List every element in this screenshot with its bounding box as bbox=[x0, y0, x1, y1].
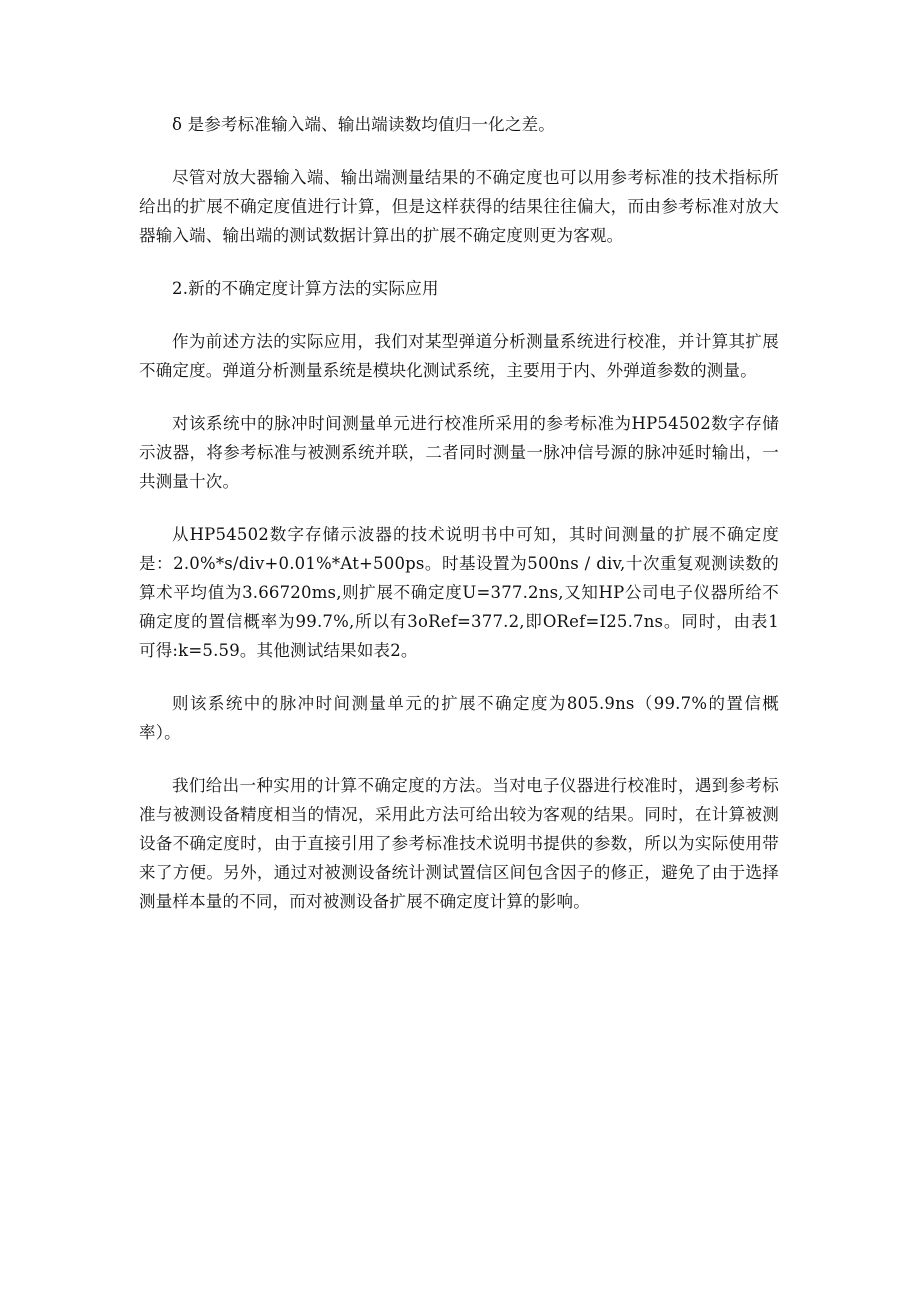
paragraph-result: 则该系统中的脉冲时间测量单元的扩展不确定度为805.9ns（99.7%的置信概率）。 bbox=[139, 694, 779, 742]
paragraph-conclusion: 我们给出一种实用的计算不确定度的方法。当对电子仪器进行校准时，遇到参考标准与被测设备精度相当的情况，采用此方法可给出较为客观的结果。同时，在计算被测设备不确定度时，由于直接引用了参考标准技术说明书提供的参数，所以为实际使用带来了方便。另外，通过对被测设备统计测试置信区间包含因子的修正，避免了由于选择测量样本量的不同，而对被测设备扩展不确定度计算的影响。 bbox=[139, 776, 779, 911]
document-body bbox=[139, 110, 779, 940]
section-heading-application: 2.新的不确定度计算方法的实际应用 bbox=[172, 279, 439, 298]
paragraph-reference-standard: 对该系统中的脉冲时间测量单元进行校准所采用的参考标准为HP54502数字存储示波器，将参考标准与被测系统并联，二者同时测量一脉冲信号源的脉冲延时输出，一共测量十次。 bbox=[139, 414, 779, 491]
paragraph-delta-definition: δ 是参考标准输入端、输出端读数均值归一化之差。 bbox=[172, 115, 555, 134]
paragraph-application-intro: 作为前述方法的实际应用，我们对某型弹道分析测量系统进行校准，并计算其扩展不确定度。弹道分析测量系统是模块化测试系统，主要用于内、外弹道参数的测量。 bbox=[139, 332, 779, 380]
paragraph-uncertainty-note: 尽管对放大器输入端、输出端测量结果的不确定度也可以用参考标准的技术指标所给出的扩展不确定度值进行计算，但是这样获得的结果往往偏大，而由参考标准对放大器输入端、输出端的测试数据计算出的扩展不确定度则更为客观。 bbox=[139, 168, 779, 245]
paragraph-oscilloscope-spec: 从HP54502数字存储示波器的技术说明书中可知，其时间测量的扩展不确定度是：2.0%*s/div+0.01%*At+500ps。时基设置为500ns / div,十次重复观测读数的算术平均值为3.66720ms,则扩展不确定度U=377.2ns,又知HP公司电子仪器所给不确定度的置信概率为99.7%,所以有3oRef=377.2,即ORef=I25.7ns。同时，由表1可得:k=5.59。其他测试结果如表2。 bbox=[139, 525, 779, 660]
